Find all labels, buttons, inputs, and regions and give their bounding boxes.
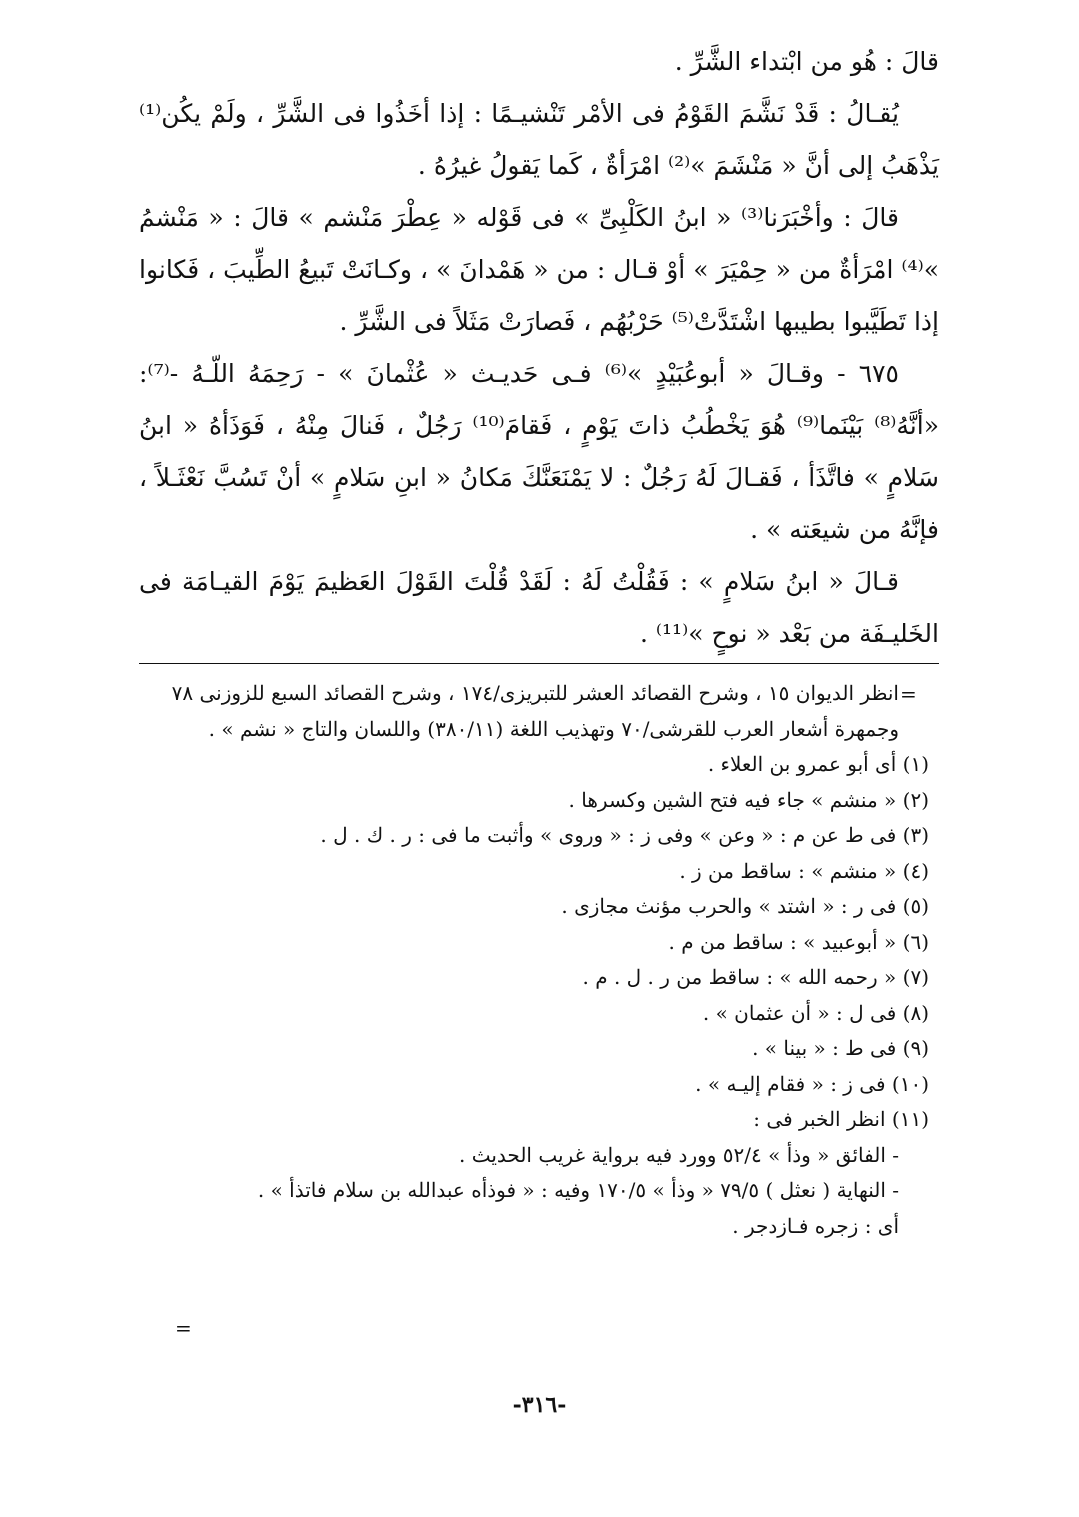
footnote-1: (١) أى أبو عمرو بن العلاء . [707,752,929,776]
footnotes [139,676,939,1244]
main-paragraph-3: قالَ : وأخْبَرَنا⁽³⁾ « ابنُ الكَلْبِىِّ » فى قَوْله « عِطْرَ مَنْشم » قالَ : « مَنْشمُ »⁽⁴⁾ امْرَأةٌ من « حِمْيَرَ » أوْ قـال : من « هَمْدانَ » ، وكـانَتْ تَبيعُ الطِّيبَ ، فَكانوا إذا تَطَيَّبوا بطيبها اشْتَدَّتْ⁽⁵⁾ حَرْبُهُم ، فَصارَتْ مَثَلاً فى الشَّرِّ . [139,203,939,336]
footnote-4: (٤) « منشم » : ساقط من ز . [679,858,929,883]
footnote-11: (١١) انظر الخبر فى : [753,1107,929,1131]
main-paragraph-1: قالَ : هُو من ابْتداء الشَّرِّ . [674,47,939,76]
footnote-3: (٣) فى ط عن م : « وعن » وفى ز : « وروى » وأثبت ما فى : ر . ك . ل . [320,823,929,847]
main-paragraph-4: ٦٧٥ - وقـالَ « أبوعُبَيْدٍ »⁽⁶⁾ فـى حَديـث « عُثْمانَ » - رَحِمَهُ اللّـهُ -⁽⁷⁾: «أنَّهُ⁽⁸⁾ بَيْنَما⁽⁹⁾ هُوَ يَخْطُبُ ذاتَ يَوْمٍ ، فَقامَ⁽¹⁰⁾ رَجُلٌ ، فَنالَ مِنْهُ ، فَوَذَأهُ « ابنُ سَلامٍ » فاتَّذَأ ، فَقـالَ لَهُ رَجُلٌ : لا يَمْنَعَنَّكَ مَكانُ « ابنِ سَلامٍ » أنْ تَسُبَّ نَعْثَـلاً ، فإنَّهُ من شيعَته » . [139,359,940,544]
footnote-continuation: انظر الديوان ١٥ ، وشرح القصائد العشر للتبريزى/١٧٤ ، وشرح القصائد السبع للزوزنى ٧٨ وجمهرة أشعار العرب للقرشى/٧٠ وتهذيب اللغة (٣٨٠/١١) واللسان والتاج « نشم » . [171,681,899,741]
footnote-9: (٩) فى ط : « بينا » . [752,1036,929,1060]
footnote-11-source-1: - الفائق « وذأ » ٥٢/٤ وورد فيه برواية غريب الحديث . [459,1142,899,1167]
main-paragraph-2: يُقـالُ : قَدْ نَشَّمَ القَوْمُ فى الأمْر تَنْشيـمًا : إذا أخَذُوا فى الشَّرِّ ، ولَمْ يكُن⁽¹⁾ يَذْهَبُ إلى أنَّ « مَنْشَمَ »⁽²⁾ امْرَأةٌ ، كَما يَقولُ غيرُهُ . [139,99,939,180]
footnote-10: (١٠) فى ز : « فقام إليـه » . [695,1071,929,1096]
continues-mark: = [175,1316,192,1340]
footnote-6: (٦) « أبوعبيد » : ساقط من م . [668,929,929,954]
footnote-11-gloss: أى : زجره فـازدجر . [732,1213,899,1238]
main-paragraph-5: قـالَ « ابنُ سَلامٍ » : فَقُلْتُ لَهُ : لَقَدْ قُلْتَ القَوْلَ العَظيمَ يَوْمَ القيـامَة فى الخَليـفَة من بَعْد « نوحٍ »⁽¹¹⁾ . [139,567,939,648]
footnote-5: (٥) فى ر : « اشتد » والحرب مؤنث مجازى . [561,894,929,918]
footnote-8: (٨) فى ل : « أن عثمان » . [702,1000,929,1025]
footnote-separator [139,663,939,664]
footnote-2: (٢) « منشم » جاء فيه فتح الشين وكسرها . [568,787,929,812]
main-text [139,36,939,660]
footnote-7: (٧) « رحمه الله » : ساقط من ر . ل . م . [582,965,929,989]
footnote-11-source-2: - النهاية ( نعثل ) ٧٩/٥ « وذأ » ١٧٠/٥ وفيه : « فوذأه عبدالله بن سلام فاتذأ » . [257,1178,899,1202]
continuation-mark: = [900,682,917,706]
page-number: -٣١٦- [512,1392,567,1418]
